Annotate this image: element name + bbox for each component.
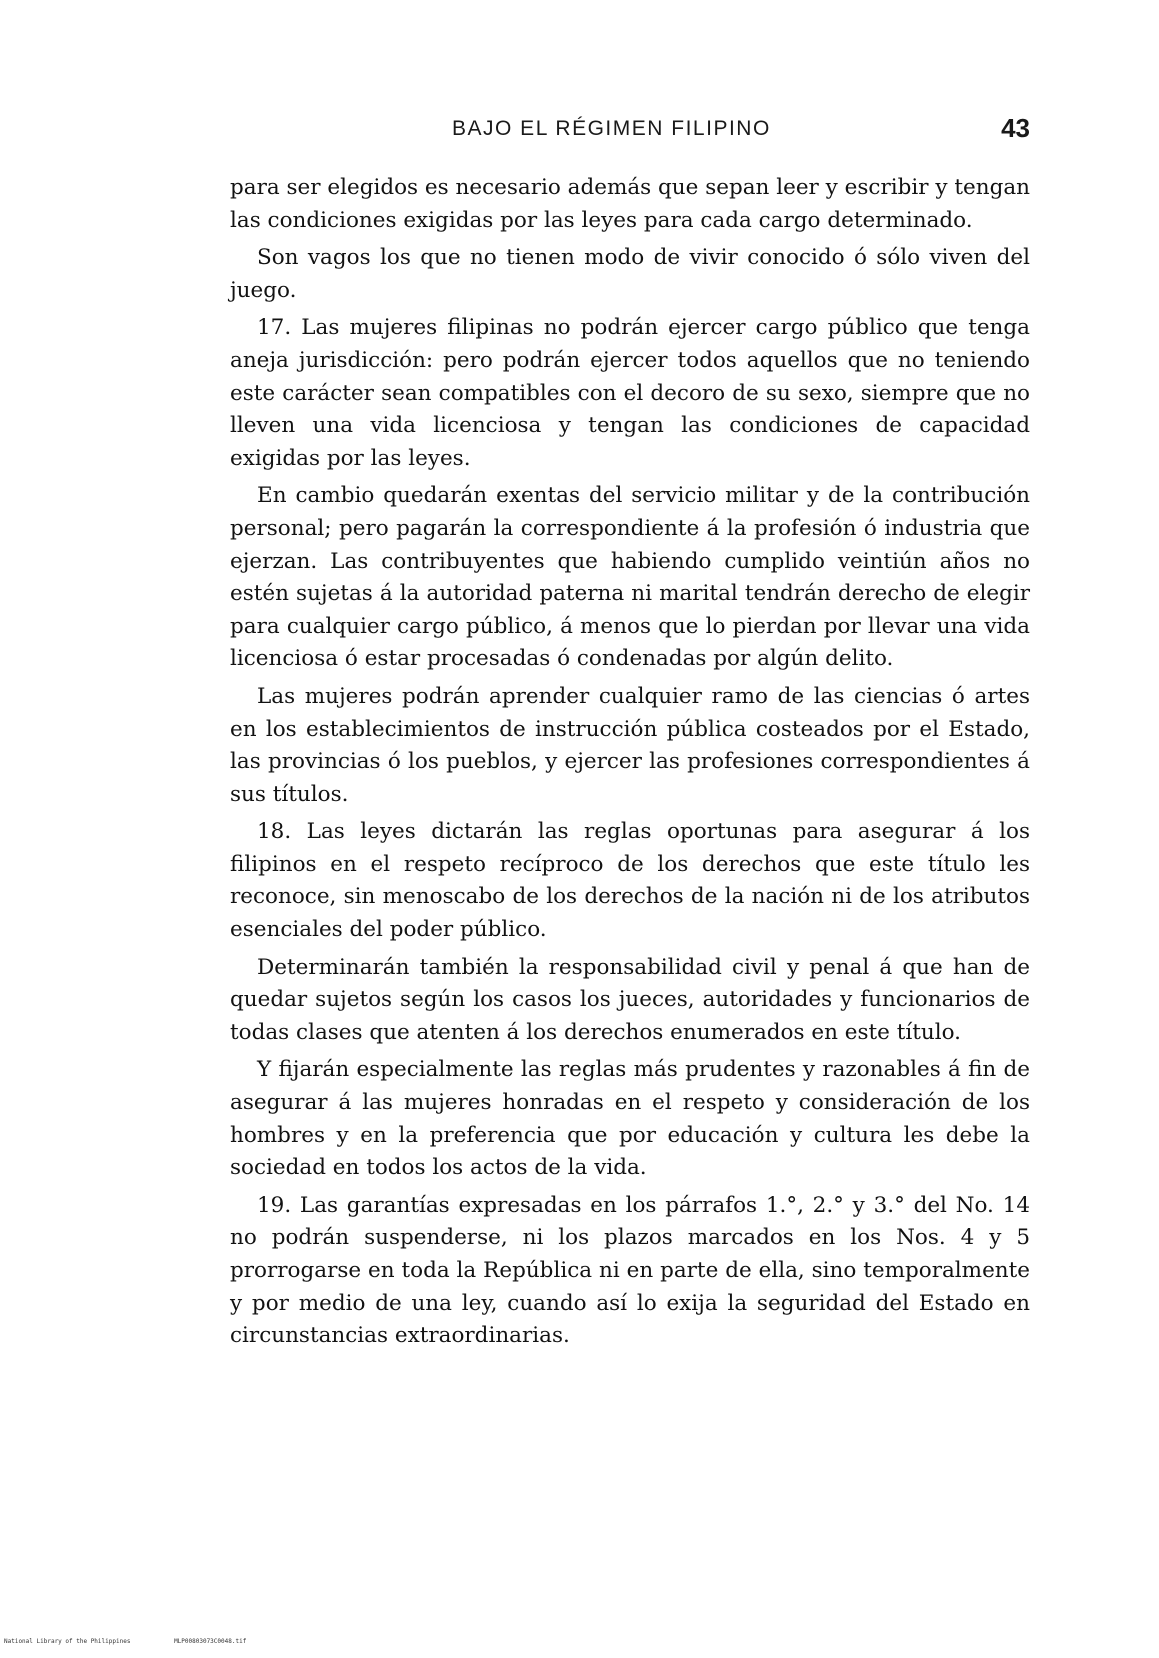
footer-file-id: MLP00803073C0048.tif [174,1638,247,1645]
paragraph-exenciones: En cambio quedarán exentas del servicio militar y de la contribución personal; pero pagarán la correspondiente á la profesión ó industria que ejerzan. Las contribuyentes que habiendo cumplido veintiún años no estén sujetas á la autoridad paterna ni marital tendrán derecho de elegir para cualquier cargo público, á menos que lo pierdan por llevar una vida licenciosa ó estar procesadas ó condenadas por algún delito. [230,483,1030,672]
paragraph-educacion: Las mujeres podrán aprender cualquier ramo de las ciencias ó artes en los establecimientos de instrucción pública costeados por el Estado, las provincias ó los pueblos, y ejercer las profesiones correspondientes á sus títulos. [230,683,1030,807]
running-head [230,113,1030,147]
paragraph-article-17: 17. Las mujeres filipinas no podrán ejercer cargo público que tenga aneja jurisdicción: pero podrán ejercer todos aquellos que no teniendo este carácter sean compatibles con el decoro de su sexo, siempre que no lleven una vida licenciosa y tengan las condiciones de capacidad exigidas por las leyes. [230,315,1030,471]
paragraph-vagos: Son vagos los que no tienen modo de vivir conocido ó sólo viven del juego. [230,245,1030,303]
running-title: BAJO EL RÉGIMEN FILIPINO [452,117,771,140]
footer-library: National Library of the Philippines [4,1638,131,1645]
scan-footer [4,1638,404,1650]
page-number: 43 [1001,113,1030,143]
body-text [230,172,1030,1353]
paragraph-article-18: 18. Las leyes dictarán las reglas oportunas para asegurar á los filipinos en el respeto recíproco de los derechos que este título les reconoce, sin menoscabo de los derechos de la nación ni de los atributos esenciales del poder público. [230,819,1030,943]
paragraph-responsabilidad: Determinarán también la responsabilidad civil y penal á que han de quedar sujetos según los casos los jueces, autoridades y funcionarios de todas clases que atenten á los derechos enumerados en este título. [230,954,1030,1045]
paragraph-article-19: 19. Las garantías expresadas en los párrafos 1.°, 2.° y 3.° del No. 14 no podrán suspenderse, ni los plazos marcados en los Nos. 4 y 5 prorrogarse en toda la República ni en parte de ella, sino temporalmente y por medio de una ley, cuando así lo exija la seguridad del Estado en circunstancias extraordinarias. [230,1192,1030,1349]
paragraph-continuation: para ser elegidos es necesario además que sepan leer y escribir y tengan las condiciones exigidas por las leyes para cada cargo determinado. [230,175,1030,233]
paragraph-reglas-mujeres: Y fijarán especialmente las reglas más prudentes y razonables á fin de asegurar á las mujeres honradas en el respeto y consideración de los hombres y en la preferencia que por educación y cultura les debe la sociedad en todos los actos de la vida. [230,1057,1030,1181]
